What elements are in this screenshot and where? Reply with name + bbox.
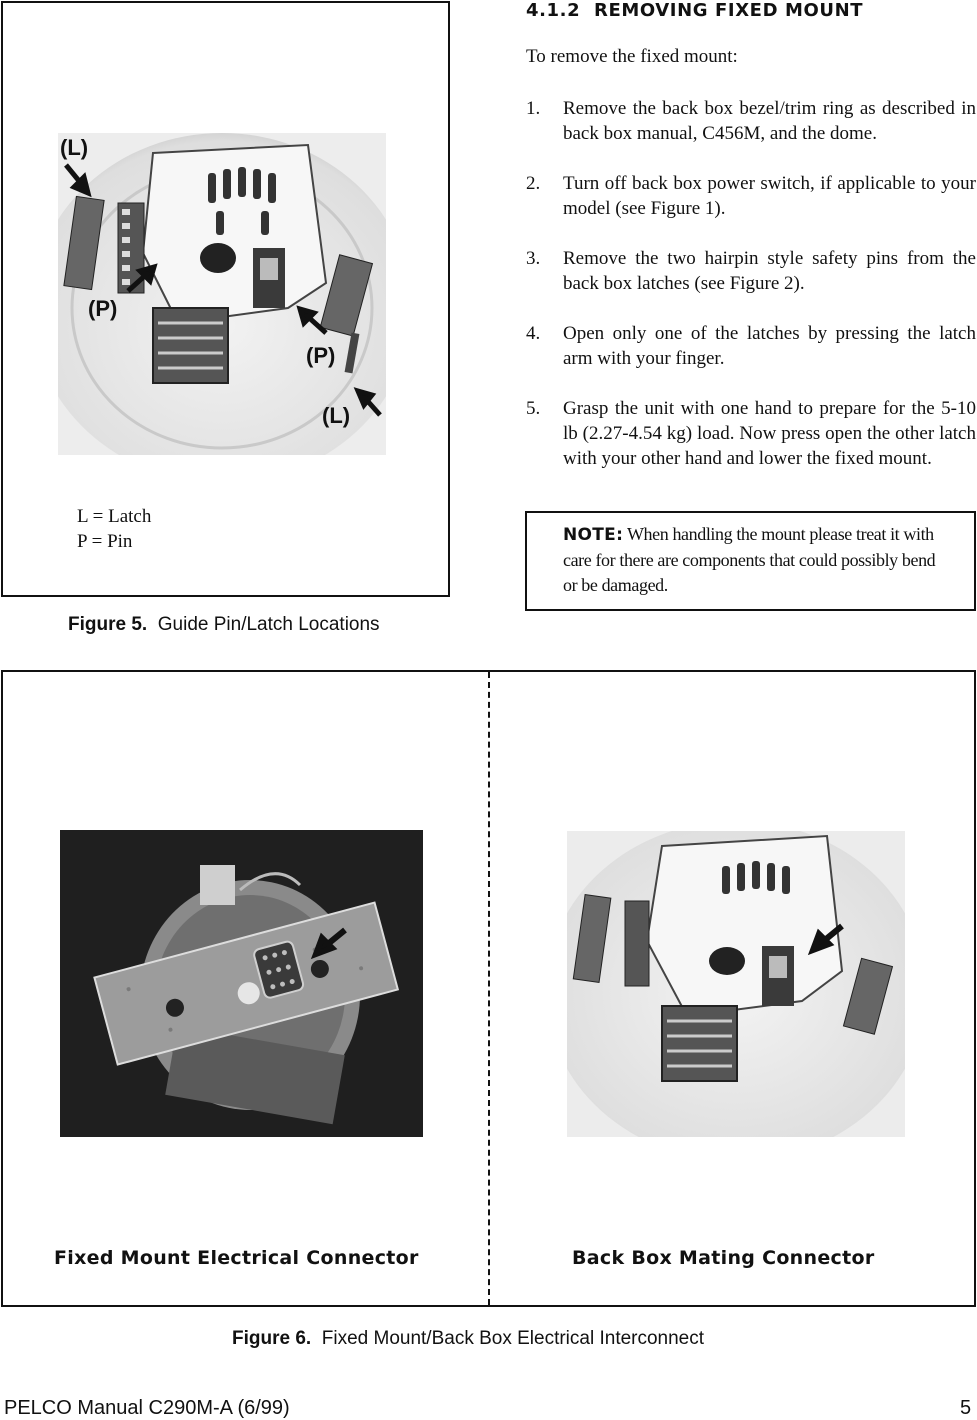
- figure-6-caption-number: Figure 6.: [232, 1328, 312, 1349]
- step-text: Turn off back box power switch, if applicable to your model (see Figure 1).: [563, 173, 976, 219]
- step-item: [526, 321, 976, 371]
- figure-5-legend: [77, 504, 151, 554]
- step-text: Remove the two hairpin style safety pins from the back box latches (see Figure 2).: [563, 248, 976, 294]
- figure-5-label-latch-left: (L): [60, 135, 89, 160]
- section-heading: 4.1.2 REMOVING FIXED MOUNT: [526, 0, 864, 21]
- footer-manual-id: PELCO Manual C290M-A (6/99): [4, 1397, 290, 1419]
- step-text: Remove the back box bezel/trim ring as described in back box manual, C456M, and the dome.: [563, 98, 976, 144]
- step-text: Grasp the unit with one hand to prepare for the 5-10 lb (2.27-4.54 kg) load. Now press open the other latch with your other hand and lower the fixed mount.: [563, 398, 976, 469]
- step-item: [526, 96, 976, 146]
- figure-5-label-latch-right: (L): [322, 403, 351, 428]
- figure-5-photo: [58, 133, 386, 455]
- legend-latch: L = Latch: [77, 506, 152, 527]
- figure-5-caption-text: Guide Pin/Latch Locations: [157, 614, 380, 635]
- figure-5-caption: [68, 614, 380, 636]
- step-item: [526, 246, 976, 296]
- step-item: [526, 171, 976, 221]
- step-number: 5.: [526, 398, 541, 419]
- figure-6-caption-text: Fixed Mount/Back Box Electrical Interconnect: [321, 1328, 705, 1349]
- step-number: 3.: [526, 248, 541, 269]
- figure-6-caption: [232, 1328, 704, 1350]
- fixed-mount-connector-photo: [60, 830, 423, 1137]
- legend-pin: P = Pin: [77, 531, 133, 552]
- step-text: Open only one of the latches by pressing the latch arm with your finger.: [563, 323, 976, 369]
- section-intro: To remove the fixed mount:: [526, 46, 738, 67]
- figure-6-divider: [488, 672, 490, 1305]
- note-content: [563, 522, 953, 598]
- back-box-connector-photo: [567, 831, 905, 1137]
- figure-5-label-pin-left: (P): [88, 296, 118, 321]
- back-box-connector-label: Back Box Mating Connector: [572, 1247, 875, 1269]
- figure-5-caption-number: Figure 5.: [68, 614, 148, 635]
- fixed-mount-connector-label: Fixed Mount Electrical Connector: [54, 1247, 419, 1269]
- note-label: NOTE:: [563, 525, 624, 545]
- figure-5-label-pin-right: (P): [306, 343, 336, 368]
- step-number: 1.: [526, 98, 541, 119]
- step-number: 2.: [526, 173, 541, 194]
- step-list: [526, 96, 976, 496]
- step-item: [526, 396, 976, 471]
- step-number: 4.: [526, 323, 541, 344]
- note-text: When handling the mount please treat it with care for there are components that could possibly bend or be damaged.: [563, 524, 936, 595]
- footer-page-number: 5: [960, 1397, 972, 1419]
